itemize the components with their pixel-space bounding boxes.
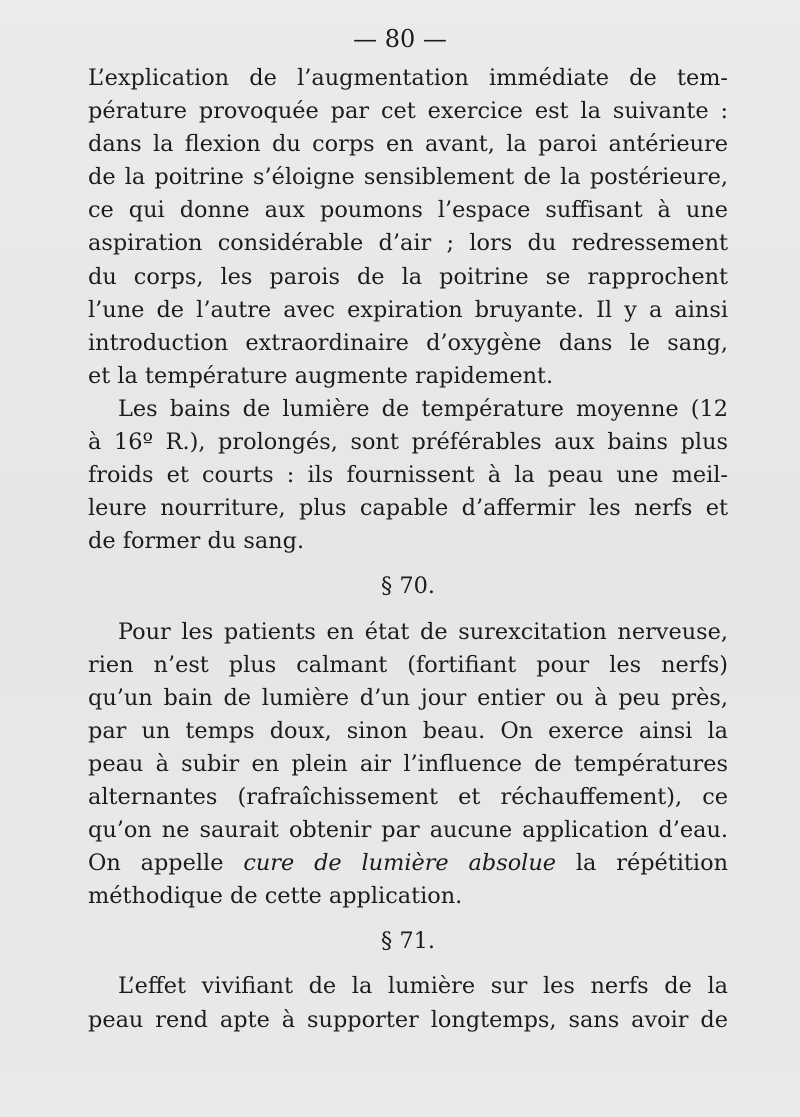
text-line: l’une de l’autre avec expiration bruyante. Il y a ainsi (88, 296, 728, 323)
text-line: aspiration considérable d’air ; lors du redressement (88, 230, 728, 257)
paragraph-light-baths (88, 393, 728, 558)
text-line: et la température augmente rapidement. (88, 362, 554, 389)
text-fragment: On appelle (88, 850, 244, 877)
text-line: L’effet vivifiant de la lumière sur les nerfs de la (118, 973, 728, 1000)
text-line: de former du sang. (88, 528, 305, 555)
text-fragment: la répétition (556, 850, 728, 877)
paragraph-section-70 (88, 616, 728, 914)
text-line: ce qui donne aux poumons l’espace suffisant à une (88, 197, 728, 224)
text-line: froids et courts : ils fournissent à la peau une meil- (88, 462, 728, 489)
text-line: qu’un bain de lumière d’un jour entier ou à peu près, (88, 684, 728, 711)
paragraph-section-71 (88, 970, 728, 1036)
text-line: de la poitrine s’éloigne sensiblement de la postérieure, (88, 164, 728, 191)
text-line: du corps, les parois de la poitrine se rapprochent (88, 263, 728, 290)
text-line: Les bains de lumière de température moyenne (12 (118, 395, 728, 422)
text-line: méthodique de cette application. (88, 883, 463, 910)
text-line: leure nourriture, plus capable d’affermir les nerfs et (88, 495, 728, 522)
page-body (88, 62, 728, 1037)
text-line: pérature provoquée par cet exercice est la suivante : (88, 98, 728, 125)
text-line: rien n’est plus calmant (fortifiant pour les nerfs) (88, 651, 728, 678)
section-heading-70: § 70. (381, 573, 435, 600)
text-line: introduction extraordinaire d’oxygène dans le sang, (88, 329, 728, 356)
text-line: Pour les patients en état de surexcitation nerveuse, (118, 618, 728, 645)
text-line: peau à subir en plein air l’influence de températures (88, 750, 728, 777)
page-number: — 80 — (353, 25, 447, 53)
text-line-with-emphasis (88, 847, 728, 880)
text-line: qu’on ne saurait obtenir par aucune application d’eau. (88, 817, 728, 844)
section-heading-71: § 71. (381, 928, 435, 955)
italic-term: cure de lumière absolue (243, 850, 557, 877)
text-line: L’explication de l’augmentation immédiate de tem- (88, 65, 728, 91)
text-line: dans la flexion du corps en avant, la paroi antérieure (88, 131, 728, 158)
paragraph-exercise-explanation (88, 62, 728, 393)
text-line: peau rend apte à supporter longtemps, sans avoir de (88, 1006, 728, 1033)
text-line: à 16º R.), prolongés, sont préférables aux bains plus (88, 429, 728, 456)
text-line: par un temps doux, sinon beau. On exerce ainsi la (88, 717, 728, 744)
text-line: alternantes (rafraîchissement et réchauffement), ce (88, 783, 728, 810)
